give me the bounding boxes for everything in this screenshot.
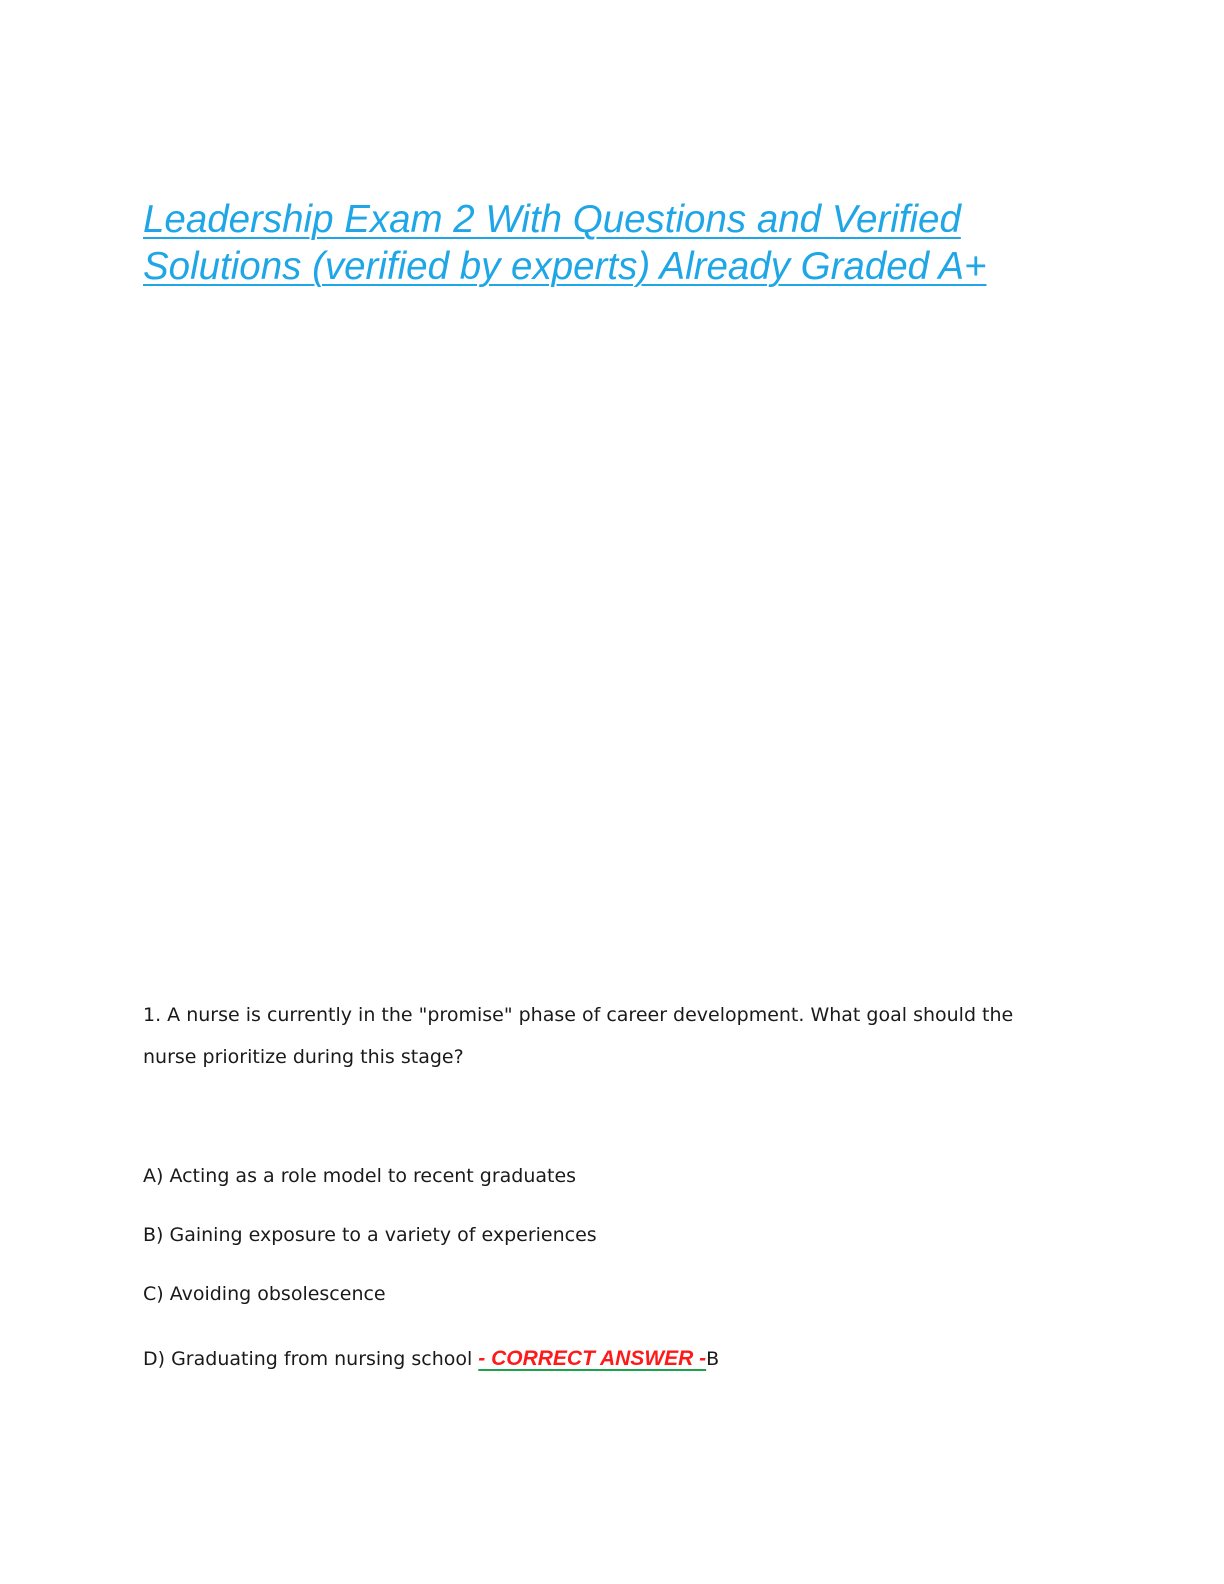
option-a: A) Acting as a role model to recent graduates <box>143 1165 577 1187</box>
document-title[interactable] <box>143 196 1103 290</box>
question-text-line-2: nurse prioritize during this stage? <box>143 1046 464 1068</box>
option-b: B) Gaining exposure to a variety of experiences <box>143 1224 597 1246</box>
correct-answer-tag: - CORRECT ANSWER - <box>478 1347 707 1370</box>
title-line-1: Leadership Exam 2 With Questions and Verified <box>143 198 961 241</box>
question-text-line-1: 1. A nurse is currently in the "promise" phase of career development. What goal should the <box>143 1004 1014 1026</box>
option-d: D) Graduating from nursing school <box>143 1348 473 1370</box>
option-d-row <box>143 1347 719 1371</box>
option-c: C) Avoiding obsolescence <box>143 1283 386 1305</box>
title-line-2: Solutions (verified by experts) Already Graded A+ <box>143 245 987 288</box>
answer-letter: B <box>706 1348 720 1370</box>
